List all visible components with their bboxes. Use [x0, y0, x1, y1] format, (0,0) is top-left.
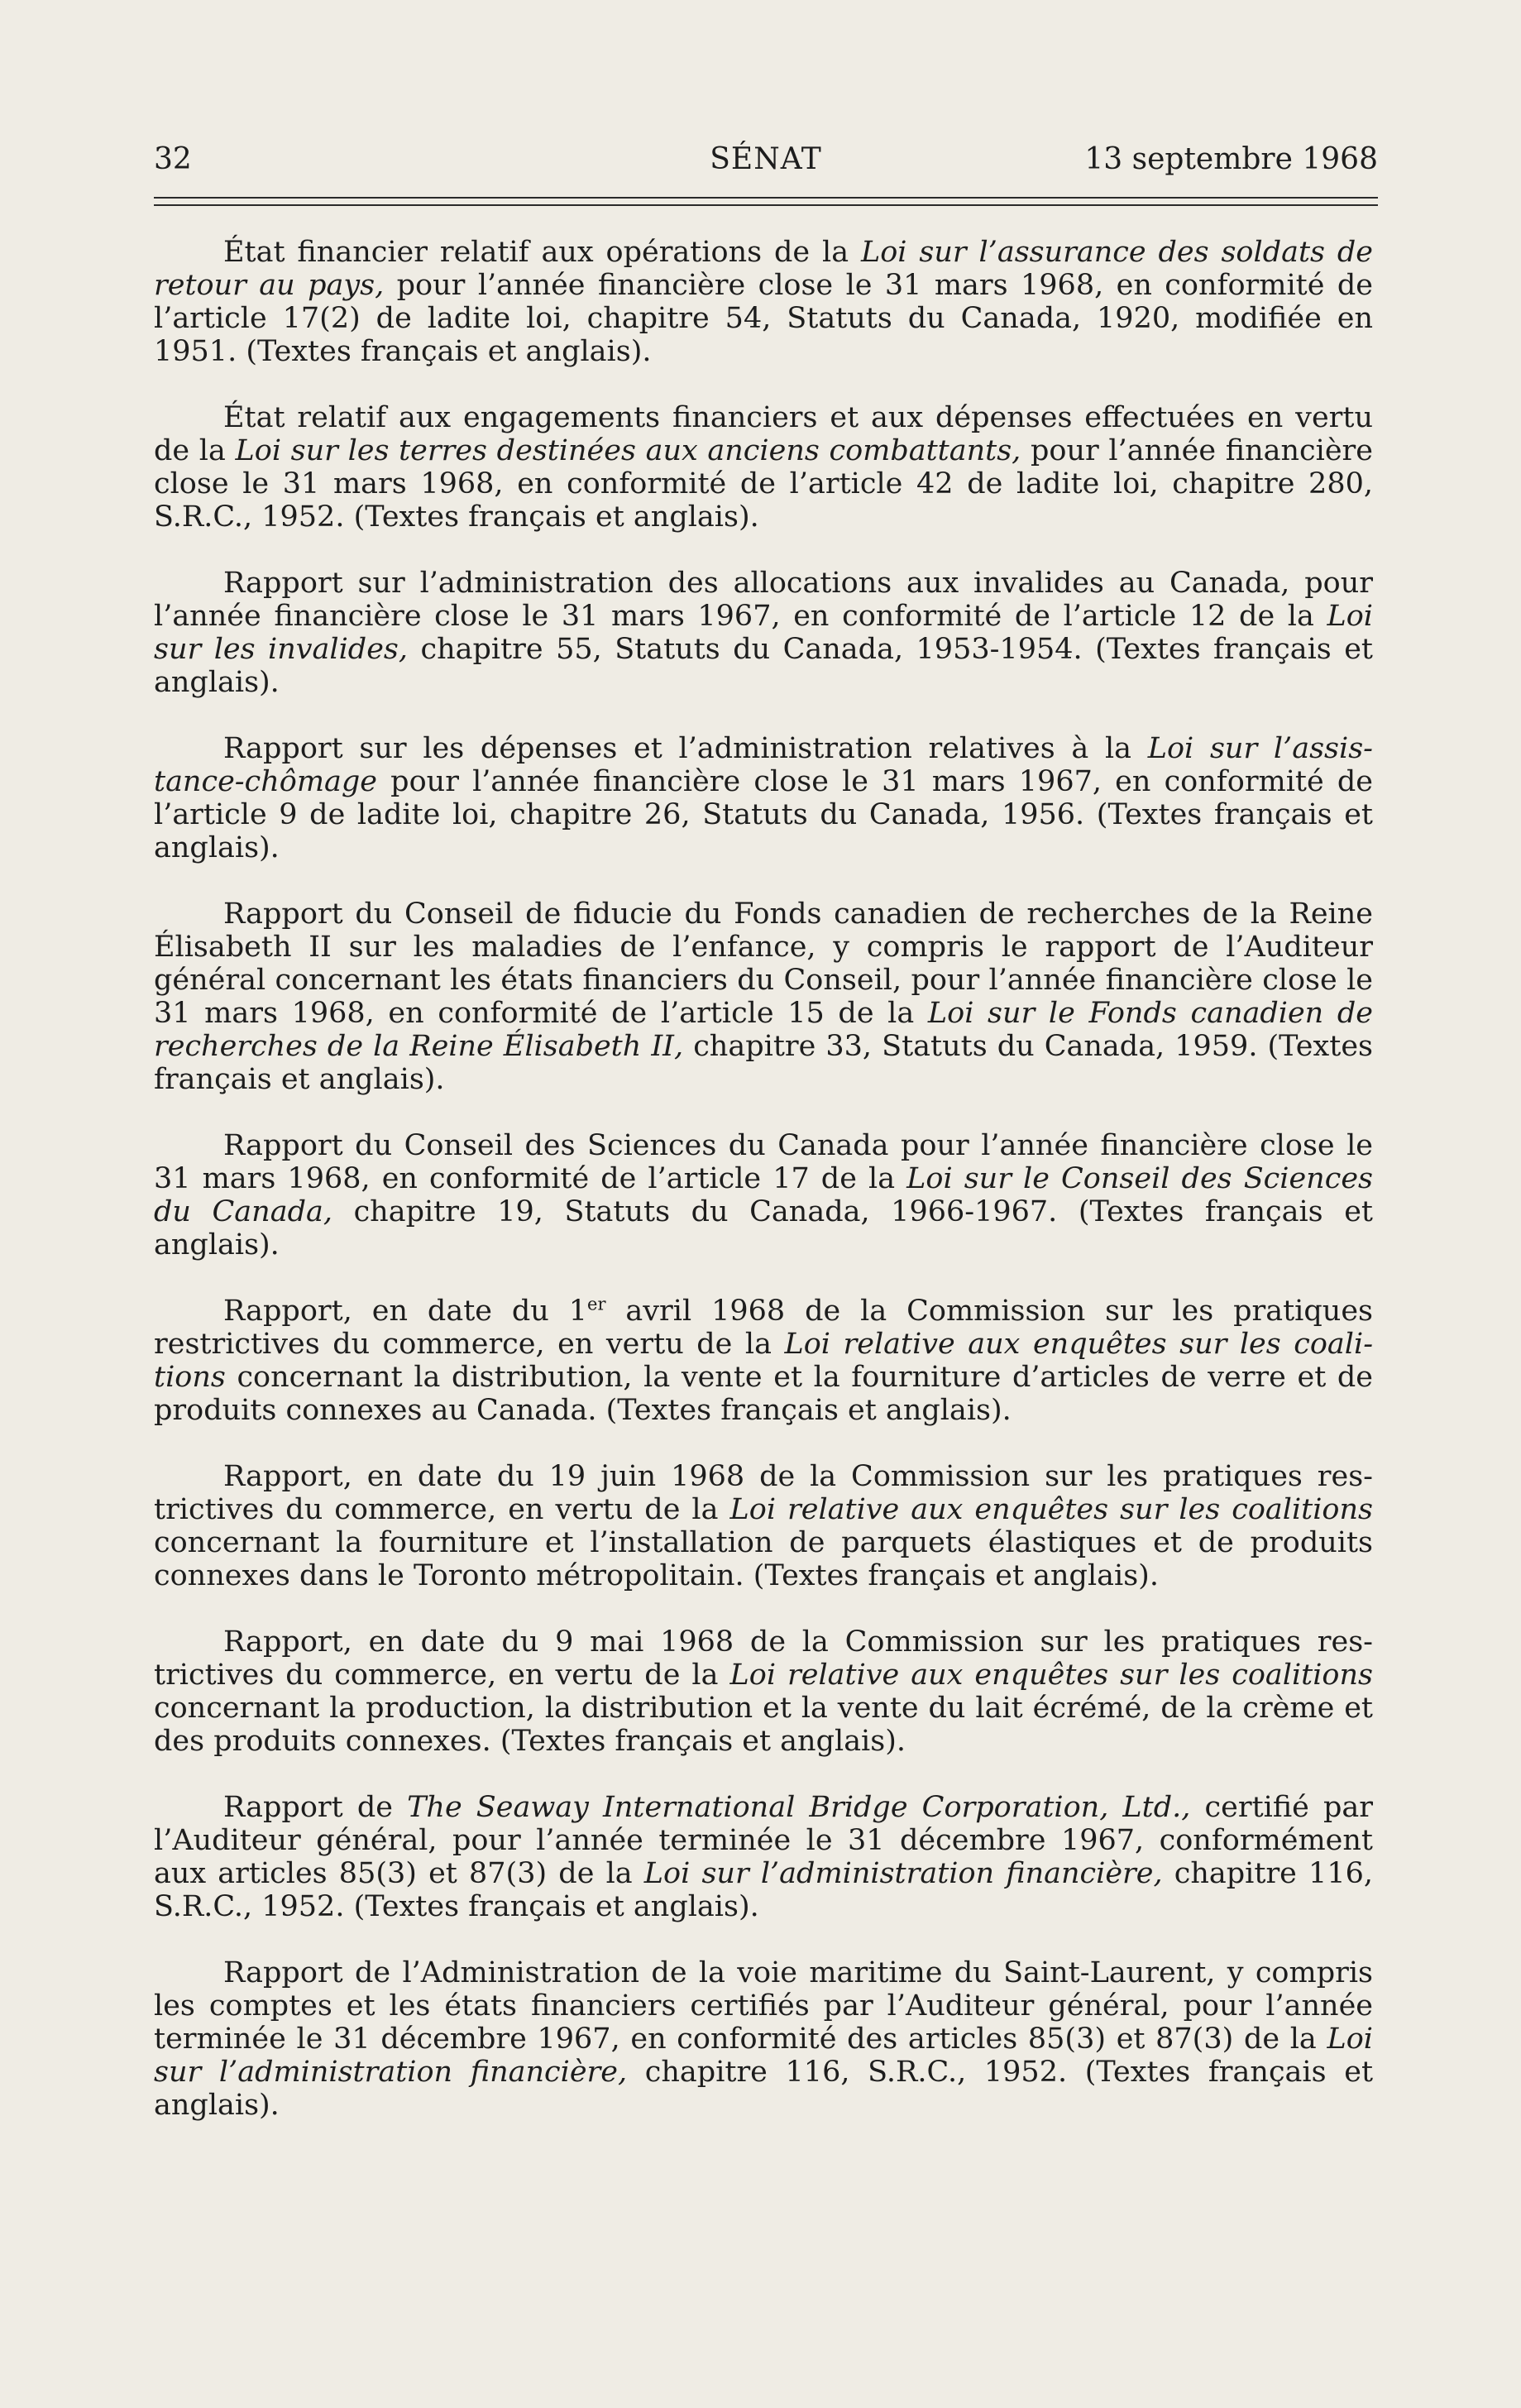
page-header [154, 139, 1378, 180]
page-number: 32 [154, 142, 192, 176]
paragraph-10: Rapport de The Seaway International Bridge Corporation, Ltd., certifié par l’Auditeur général, pour l’année terminée le 31 décembre 1967, conformément aux articles 85(3) et 87(3) de la Loi sur l’administration financière, chapitre 116, S.R.C., 1952. (Textes français et anglais). [154, 1791, 1374, 1923]
header-rule-top [154, 197, 1378, 199]
paragraph-8: Rapport, en date du 19 juin 1968 de la Commission sur les pratiques restrictives du commerce, en vertu de la Loi relative aux enquêtes sur les coalitions concernant la fourniture et l’installation de parquets élastiques et de produits connexes dans le Toronto métropolitain. (Textes français et anglais). [154, 1460, 1373, 1592]
paragraph-1: État financier relatif aux opérations de la Loi sur l’assurance des soldats de retour au pays, pour l’année financière close le 31 mars 1968, en conformité de l’article 17(2) de ladite loi, chapitre 54, Statuts du Canada, 1920, modifiée en 1951. (Textes français et anglais). [154, 236, 1374, 368]
paragraph-9: Rapport, en date du 9 mai 1968 de la Commission sur les pratiques restrictives du commerce, en vertu de la Loi relative aux enquêtes sur les coalitions concernant la production, la distribution et la vente du lait écrémé, de la crème et des produits connexes. (Textes français et anglais). [154, 1625, 1373, 1758]
paragraph-6: Rapport du Conseil des Sciences du Canada pour l’année financière close le 31 mars 1968, en conformité de l’article 17 de la Loi sur le Conseil des Sciences du Canada, chapitre 19, Statuts du Canada, 1966-1967. (Textes français et anglais). [154, 1129, 1373, 1261]
paragraph-4: Rapport sur les dépenses et l’administration relatives à la Loi sur l’assistance-chômage pour l’année financière close le 31 mars 1967, en conformité de l’article 9 de ladite loi, chapitre 26, Statuts du Canada, 1956. (Textes français et anglais). [154, 732, 1373, 864]
header-rule-bottom [154, 204, 1378, 206]
paragraph-5: Rapport du Conseil de fiducie du Fonds canadien de recherches de la Reine Élisabeth II sur les maladies de l’enfance, y compris le rapport de l’Auditeur général concernant les états financiers du Conseil, pour l’année financière close le 31 mars 1968, en conformité de l’article 15 de la Loi sur le Fonds canadien de recherches de la Reine Élisabeth II, chapitre 33, Statuts du Canada, 1959. (Textes français et anglais). [154, 898, 1373, 1096]
running-title: SÉNAT [710, 142, 822, 176]
paragraph-2: État relatif aux engagements financiers et aux dépenses effectuées en vertu de la Loi sur les terres destinées aux anciens combattants, pour l’année financière close le 31 mars 1968, en conformité de l’article 42 de ladite loi, chapitre 280, S.R.C., 1952. (Textes français et anglais). [154, 401, 1373, 534]
paragraph-7: Rapport, en date du 1er avril 1968 de la Commission sur les pratiques restrictives du commerce, en vertu de la Loi relative aux enquêtes sur les coalitions concernant la distribution, la vente et la fourniture d’articles de verre et de produits connexes au Canada. (Textes français et anglais). [154, 1294, 1374, 1427]
header-date: 13 septembre 1968 [1084, 142, 1378, 176]
paragraph-11: Rapport de l’Administration de la voie maritime du Saint-Laurent, y compris les comptes et les états financiers certifiés par l’Auditeur général, pour l’année terminée le 31 décembre 1967, en conformité des articles 85(3) et 87(3) de la Loi sur l’administration financière, chapitre 116, S.R.C., 1952. (Textes français et anglais). [154, 1956, 1374, 2122]
document-body [154, 236, 1373, 2122]
paragraph-3: Rapport sur l’administration des allocations aux invalides au Canada, pour l’année financière close le 31 mars 1967, en conformité de l’article 12 de la Loi sur les invalides, chapitre 55, Statuts du Canada, 1953-1954. (Textes français et anglais). [154, 567, 1373, 699]
